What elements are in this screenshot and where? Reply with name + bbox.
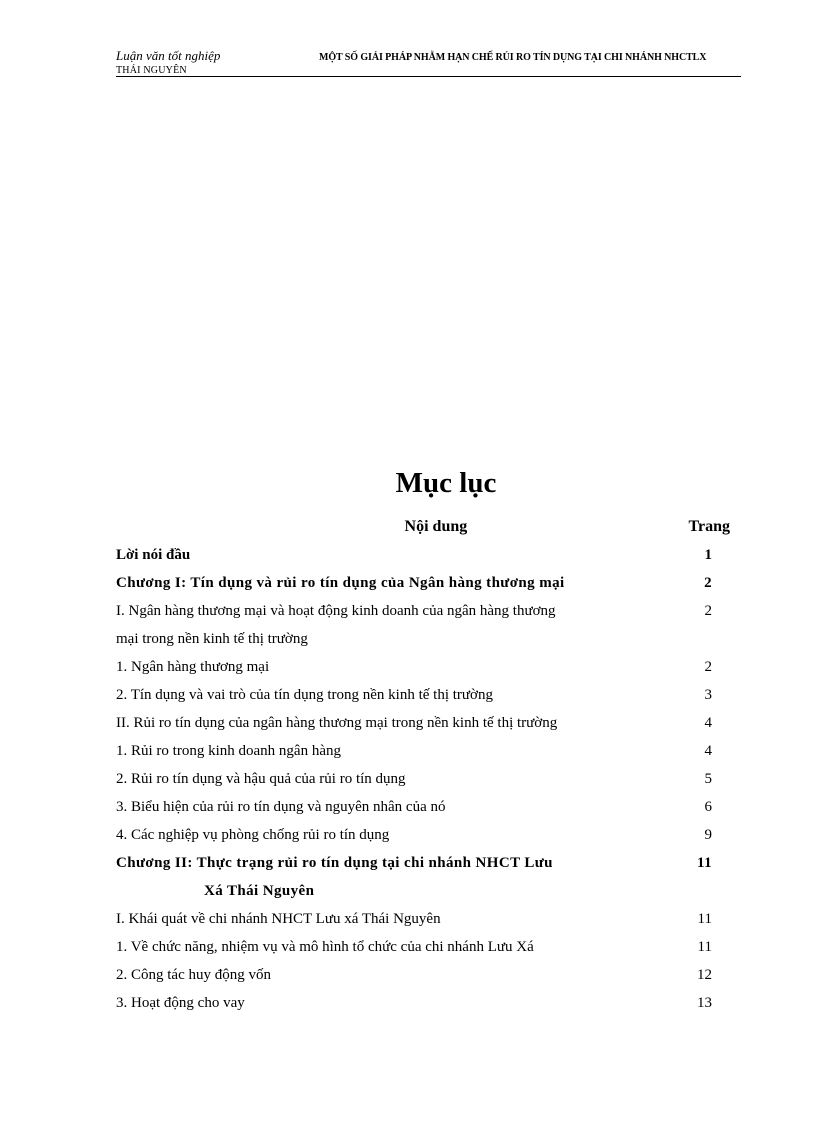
toc-entry-text: II. Rủi ro tín dụng của ngân hàng thương mại trong nền kinh tế thị trường — [116, 715, 558, 731]
toc-entry[interactable] — [116, 709, 736, 737]
toc-entry[interactable] — [116, 597, 736, 625]
toc-header-row — [116, 513, 736, 541]
table-of-contents — [116, 513, 736, 1017]
toc-entry[interactable] — [116, 737, 736, 765]
toc-entry-page: 11 — [697, 855, 712, 871]
page-title: Mục lục — [395, 467, 497, 499]
toc-entry[interactable] — [116, 821, 736, 849]
toc-entry-page: 2 — [704, 575, 712, 591]
toc-entry-page: 4 — [704, 743, 712, 759]
toc-entry-page: 1 — [704, 547, 712, 563]
header-thesis-title: MỘT SỐ GIẢI PHÁP NHẰM HẠN CHẾ RỦI RO TÍN DỤNG TẠI CHI NHÁNH NHCTLX — [319, 52, 707, 63]
toc-entry-page: 6 — [704, 799, 712, 815]
toc-entry-text: Chương II: Thực trạng rủi ro tín dụng tại chi nhánh NHCT Lưu — [116, 855, 553, 871]
toc-entry[interactable] — [116, 793, 736, 821]
header-location: THÁI NGUYÊN — [116, 65, 187, 76]
page-header — [116, 48, 741, 77]
toc-entry-text: 2. Rủi ro tín dụng và hậu quả của rủi ro tín dụng — [116, 771, 406, 787]
toc-entry-page: 9 — [704, 827, 712, 843]
toc-header-page: Trang — [688, 518, 730, 535]
toc-entry[interactable] — [116, 989, 736, 1017]
toc-entry-text: I. Khái quát về chi nhánh NHCT Lưu xá Thái Nguyên — [116, 911, 441, 927]
toc-entry-text: 4. Các nghiệp vụ phòng chống rủi ro tín dụng — [116, 827, 390, 843]
toc-header-content: Nội dung — [404, 518, 468, 535]
toc-entry-text: I. Ngân hàng thương mại và hoạt động kinh doanh của ngân hàng thương — [116, 603, 556, 619]
toc-entry-page: 5 — [704, 771, 712, 787]
toc-entry-page: 2 — [704, 603, 712, 619]
toc-entry[interactable] — [116, 765, 736, 793]
toc-entry-text: mại trong nền kinh tế thị trường — [116, 631, 308, 647]
toc-entry[interactable] — [116, 849, 736, 877]
header-thesis-label: Luận văn tốt nghiệp — [116, 48, 221, 63]
toc-entry-page: 3 — [704, 687, 712, 703]
toc-entry-text: 1. Về chức năng, nhiệm vụ và mô hình tổ chức của chi nhánh Lưu Xá — [116, 939, 534, 955]
toc-entry-page: 11 — [697, 939, 712, 955]
toc-entry[interactable] — [116, 653, 736, 681]
toc-entry[interactable] — [116, 569, 736, 597]
toc-entry-page: 4 — [704, 715, 712, 731]
toc-entry[interactable] — [116, 541, 736, 569]
toc-entry-page — [656, 625, 736, 653]
toc-entry[interactable] — [116, 933, 736, 961]
toc-entry-text: 1. Ngân hàng thương mại — [116, 659, 270, 675]
toc-entry-text: 2. Công tác huy động vốn — [116, 967, 271, 983]
toc-entry-text: 3. Hoạt động cho vay — [116, 995, 245, 1011]
toc-entry[interactable] — [116, 961, 736, 989]
toc-entry-page: 12 — [697, 967, 712, 983]
toc-entry-text: Chương I: Tín dụng và rủi ro tín dụng của Ngân hàng thương mại — [116, 575, 565, 591]
toc-entry-page: 2 — [704, 659, 712, 675]
toc-entry-text: 2. Tín dụng và vai trò của tín dụng trong nền kinh tế thị trường — [116, 687, 493, 703]
toc-entry-text: 3. Biểu hiện của rủi ro tín dụng và nguyên nhân của nó — [116, 799, 446, 815]
toc-entry-continuation[interactable] — [116, 625, 736, 653]
toc-entry[interactable] — [116, 905, 736, 933]
toc-entry-page — [656, 877, 736, 905]
toc-entry[interactable] — [116, 681, 736, 709]
toc-entry-text: 1. Rủi ro trong kinh doanh ngân hàng — [116, 743, 341, 759]
toc-entry-page: 13 — [697, 995, 712, 1011]
toc-entry-text: Xá Thái Nguyên — [204, 883, 315, 899]
toc-entry-continuation[interactable] — [116, 877, 736, 905]
toc-entry-text: Lời nói đầu — [116, 547, 191, 563]
toc-entry-page: 11 — [697, 911, 712, 927]
